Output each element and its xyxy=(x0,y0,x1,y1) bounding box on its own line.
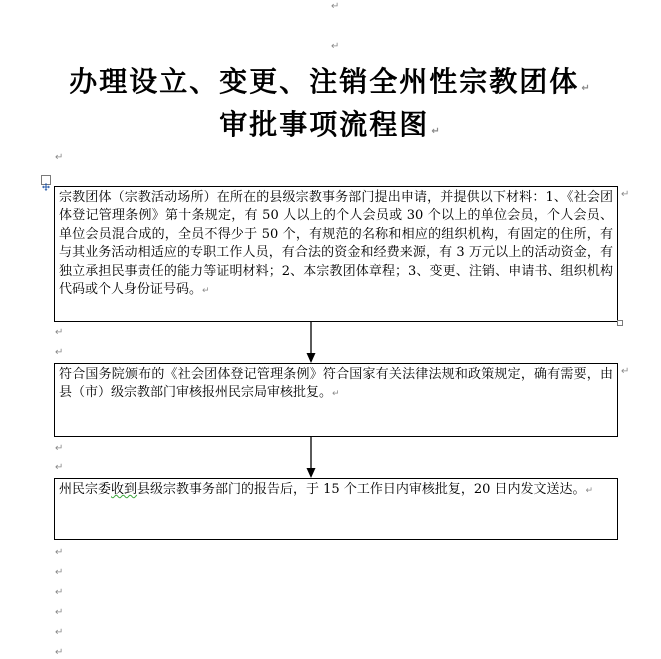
cell-end-mark: ↵ xyxy=(202,286,210,297)
flow-step-2-text: 符合国务院颁布的《社会团体登记管理条例》符合国家有关法律法规和政策规定，确有需要，由县（市）级宗教部门审核报州民宗局审核批复。 xyxy=(59,367,613,401)
flow-arrow-down xyxy=(306,437,316,479)
paragraph-mark: ↵ xyxy=(55,462,64,473)
paragraph-mark: ↵ xyxy=(55,587,64,598)
cell-end-mark: ↵ xyxy=(332,389,340,400)
paragraph-mark: ↵ xyxy=(55,327,64,338)
page-title-line-1: 办理设立、变更、注销全州性宗教团体 ↵ xyxy=(69,65,592,98)
paragraph-mark: ↵ xyxy=(55,567,64,578)
paragraph-mark: ↵ xyxy=(55,627,64,638)
page-title-line-2: 审批事项流程图 ↵ xyxy=(219,108,442,141)
spellcheck-underline: 收到 xyxy=(111,482,138,497)
cell-end-mark: ↵ xyxy=(585,486,594,496)
flow-step-3-text: 县级宗教事务部门的报告后，于 15 个工作日内审核批复，20 日内发文送达。 xyxy=(137,482,586,497)
paragraph-mark: ↵ xyxy=(55,607,64,618)
paragraph-mark: ↵ xyxy=(55,647,64,658)
table-resize-handle[interactable] xyxy=(617,320,623,326)
paragraph-mark: ↵ xyxy=(55,443,64,454)
row-end-mark: ↵ xyxy=(621,366,630,377)
paragraph-mark: ↵ xyxy=(55,347,64,358)
flow-step-2-box xyxy=(54,363,618,437)
paragraph-mark: ↵ xyxy=(55,152,64,163)
paragraph-mark: ↵ xyxy=(331,41,340,52)
move-icon xyxy=(42,183,50,191)
flow-step-1-text: 宗教团体（宗教活动场所）在所在的县级宗教事务部门提出申请，并提供以下材料：1、《社会团体登记管理条例》第十条规定，有 50 人以上的个人会员或 30 个以上的单位会员，个人会员、单位会员混合成的，全员不得少于 50 个，有规范的名称和相应的组织机构，有固定的住所，有与其业务活动相适应的专职工作人员，有合法的资金和经费来源，有 3 万元以上的活动资金，有独立承担民事责任的能力等证明材料；2、本宗教团体章程；3、变更、注销、申请书、组织机构代码或个人身份证号码。 xyxy=(59,190,613,298)
paragraph-mark: ↵ xyxy=(55,547,64,558)
flow-step-3-text-prefix: 州民宗委 xyxy=(59,482,112,497)
flow-arrow-down xyxy=(306,322,316,364)
table-move-handle[interactable] xyxy=(41,175,51,185)
paragraph-mark: ↵ xyxy=(431,126,442,137)
paragraph-mark: ↵ xyxy=(581,83,592,94)
flow-step-1-box xyxy=(54,186,618,322)
paragraph-mark: ↵ xyxy=(331,1,340,12)
row-end-mark: ↵ xyxy=(621,189,630,200)
flow-step-3-box xyxy=(54,478,618,540)
